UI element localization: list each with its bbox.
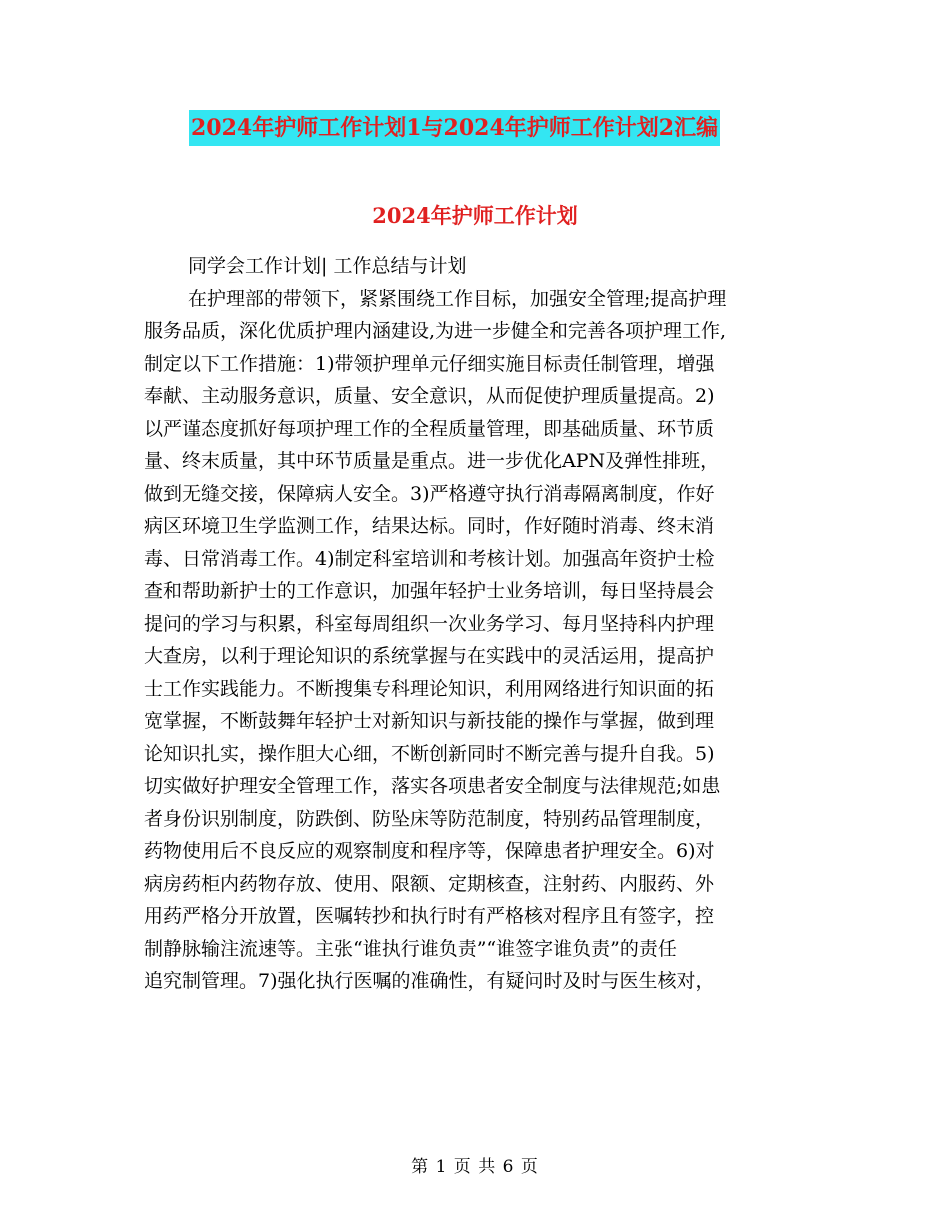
paragraph-line: 宽掌握，不断鼓舞年轻护士对新知识与新技能的操作与掌握，做到理	[144, 710, 715, 732]
paragraph-line: 用药严格分开放置，医嘱转抄和执行时有严格核对程序且有签字，控	[144, 905, 715, 927]
paragraph-line: 做到无缝交接，保障病人安全。3)严格遵守执行消毒隔离制度，作好	[144, 482, 715, 505]
paragraph-line: 病区环境卫生学监测工作，结果达标。同时，作好随时消毒、终末消	[144, 515, 715, 537]
paragraph-line: 奉献、主动服务意识，质量、安全意识，从而促使护理质量提高。2)	[144, 385, 715, 407]
paragraph-line: 大查房，以利于理论知识的系统掌握与在实践中的灵活运用，提高护	[144, 645, 715, 667]
paragraph-line: 药物使用后不良反应的观察制度和程序等，保障患者护理安全。6)对	[144, 840, 715, 862]
paragraph-line: 切实做好护理安全管理工作，落实各项患者安全制度与法律规范;如患	[144, 775, 721, 797]
category-line: 同学会工作计划| 工作总结与计划	[188, 255, 467, 277]
paragraph-line: 提问的学习与积累，科室每周组织一次业务学习、每月坚持科内护理	[144, 612, 715, 635]
paragraph-line: 毒、日常消毒工作。4)制定科室培训和考核计划。加强高年资护士检	[144, 547, 715, 570]
paragraph-line: 制静脉输注流速等。主张“谁执行谁负责”“谁签字谁负责”的责任	[144, 937, 677, 960]
document-title: 2024年护师工作计划1与2024年护师工作计划2汇编	[189, 110, 720, 146]
paragraph-line: 在护理部的带领下，紧紧围绕工作目标，加强安全管理;提高护理	[188, 287, 727, 310]
paragraph-line: 以严谨态度抓好每项护理工作的全程质量管理，即基础质量、环节质	[144, 417, 715, 440]
paragraph-line: 量、终末质量，其中环节质量是重点。进一步优化APN及弹性排班，	[144, 450, 720, 472]
paragraph-line: 者身份识别制度，防跌倒、防坠床等防范制度，特别药品管理制度，	[144, 807, 715, 830]
paragraph-line: 追究制管理。7)强化执行医嘱的准确性，有疑问时及时与医生核对，	[144, 970, 715, 992]
page-footer: 第 1 页 共 6 页	[411, 1157, 539, 1177]
paragraph-line: 士工作实践能力。不断搜集专科理论知识，利用网络进行知识面的拓	[144, 677, 715, 700]
paragraph-line: 服务品质，深化优质护理内涵建设,为进一步健全和完善各项护理工作,	[144, 320, 727, 342]
paragraph-line: 论知识扎实，操作胆大心细，不断创新同时不断完善与提升自我。5)	[144, 742, 715, 765]
section-title: 2024年护师工作计划	[372, 203, 578, 228]
paragraph-line: 病房药柜内药物存放、使用、限额、定期核查，注射药、内服药、外	[144, 872, 715, 895]
document-body	[144, 250, 816, 998]
paragraph-line: 制定以下工作措施：1)带领护理单元仔细实施目标责任制管理，增强	[144, 352, 715, 375]
paragraph-line: 查和帮助新护士的工作意识，加强年轻护士业务培训，每日坚持晨会	[144, 580, 715, 602]
